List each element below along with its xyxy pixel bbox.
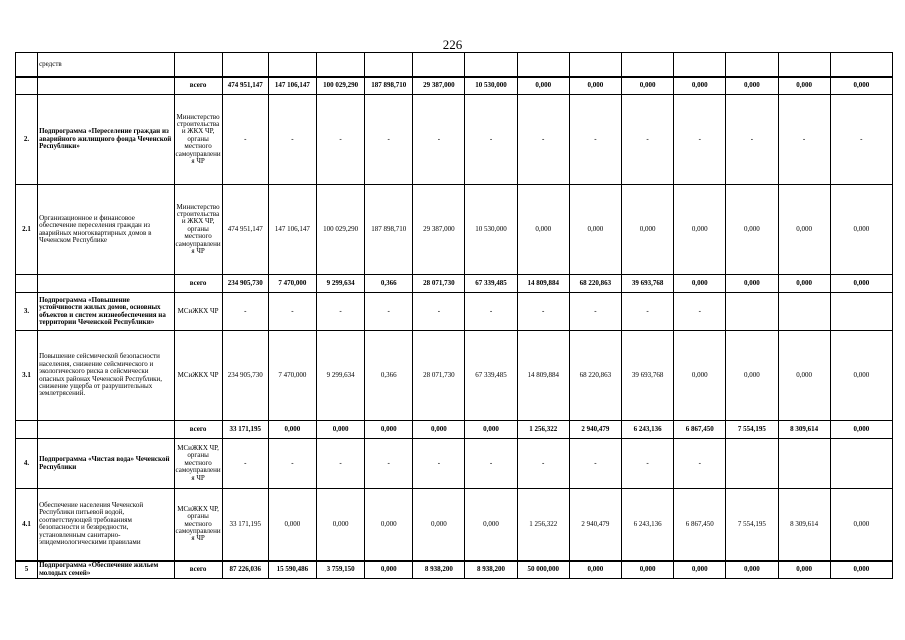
amount-cell: 67 339,485 [465,331,517,421]
amount-cell: 8 938,200 [413,561,465,579]
program-name-cell: Обеспечение населения Чеченской Республики питьевой водой, соответствующей требованиям безопасности и безвредности, установленным санитарно-эпидемиологическими правилами [38,489,174,561]
amount-cell: 29 387,000 [413,77,465,95]
amount-cell: 50 000,000 [517,561,569,579]
amount-cell [778,293,830,331]
amount-cell: - [674,293,726,331]
amount-cell: 2 940,479 [569,489,621,561]
budget-table [15,52,893,579]
amount-cell: 0,000 [830,561,892,579]
amount-cell: 6 867,450 [674,489,726,561]
amount-cell: 0,000 [830,77,892,95]
amount-cell: 0,000 [726,275,778,293]
page-number: 226 [442,37,463,52]
amount-cell: - [569,95,621,185]
amount-cell: 39 693,768 [621,275,673,293]
amount-cell: 100 029,290 [316,185,364,275]
amount-cell: 2 940,479 [569,421,621,439]
amount-cell: - [517,95,569,185]
amount-cell: - [465,293,517,331]
amount-cell: - [316,95,364,185]
amount-cell [674,53,726,77]
amount-cell: - [674,439,726,489]
table-row [16,439,893,489]
amount-cell: 0,366 [365,331,413,421]
amount-cell: 0,000 [465,421,517,439]
amount-cell: 1 256,322 [517,421,569,439]
amount-cell: 0,000 [726,185,778,275]
amount-cell: 7 554,195 [726,489,778,561]
responsible-cell: всего [174,561,222,579]
amount-cell: 0,000 [365,421,413,439]
row-number-cell: 4.1 [16,489,38,561]
amount-cell: 0,000 [778,331,830,421]
table-row [16,77,893,95]
amount-cell [830,439,892,489]
amount-cell: 474 951,147 [222,77,268,95]
row-number-cell [16,275,38,293]
row-number-cell: 3. [16,293,38,331]
amount-cell: 147 106,147 [268,77,316,95]
amount-cell: 14 809,884 [517,275,569,293]
table-row [16,95,893,185]
table-row [16,489,893,561]
amount-cell: 6 243,136 [621,421,673,439]
amount-cell: 0,000 [830,421,892,439]
amount-cell [778,439,830,489]
amount-cell: 0,000 [621,561,673,579]
amount-cell [365,53,413,77]
amount-cell: 0,000 [674,275,726,293]
responsible-cell: МСиЖКХ ЧР [174,293,222,331]
amount-cell [621,53,673,77]
amount-cell: - [778,95,830,185]
amount-cell: - [413,439,465,489]
amount-cell: - [830,95,892,185]
amount-cell: - [222,293,268,331]
amount-cell: 10 530,000 [465,77,517,95]
amount-cell: - [465,439,517,489]
amount-cell: 0,000 [569,77,621,95]
amount-cell: 0,000 [316,489,364,561]
amount-cell: - [365,439,413,489]
amount-cell: 0,000 [830,331,892,421]
responsible-cell [174,53,222,77]
amount-cell: - [268,439,316,489]
program-name-cell: Организационное и финансовое обеспечение переселения граждан из аварийных многоквартирных домов в Чеченском Республике [38,185,174,275]
amount-cell: - [465,95,517,185]
amount-cell: 0,000 [674,561,726,579]
amount-cell: 68 220,863 [569,275,621,293]
amount-cell: 67 339,485 [465,275,517,293]
amount-cell: - [413,293,465,331]
amount-cell [316,53,364,77]
amount-cell: - [222,439,268,489]
amount-cell: - [222,95,268,185]
amount-cell: 147 106,147 [268,185,316,275]
amount-cell: 0,000 [674,77,726,95]
amount-cell: 0,000 [726,331,778,421]
amount-cell: 8 938,200 [465,561,517,579]
amount-cell: 0,000 [621,77,673,95]
amount-cell [830,53,892,77]
amount-cell: 0,000 [621,185,673,275]
amount-cell: 187 898,710 [365,185,413,275]
amount-cell: 0,000 [778,561,830,579]
amount-cell [413,53,465,77]
amount-cell: 6 867,450 [674,421,726,439]
row-number-cell: 2. [16,95,38,185]
amount-cell: 28 071,730 [413,275,465,293]
amount-cell: 8 309,614 [778,489,830,561]
amount-cell [726,439,778,489]
table-row [16,275,893,293]
row-number-cell: 2.1 [16,185,38,275]
amount-cell: 0,000 [569,185,621,275]
amount-cell: 0,366 [365,275,413,293]
amount-cell: - [621,439,673,489]
amount-cell: 234 905,730 [222,275,268,293]
amount-cell: - [621,95,673,185]
amount-cell: 7 470,000 [268,275,316,293]
amount-cell [726,293,778,331]
amount-cell: 0,000 [726,561,778,579]
row-number-cell [16,421,38,439]
table-row [16,561,893,579]
amount-cell: 29 387,000 [413,185,465,275]
amount-cell: 0,000 [365,561,413,579]
responsible-cell: МСиЖКХ ЧР, органы местного самоуправления ЧР [174,489,222,561]
program-name-cell: Подпрограмма «Переселение граждан из аварийного жилищного фонда Чеченской Республики» [38,95,174,185]
amount-cell: 28 071,730 [413,331,465,421]
table-row [16,53,893,77]
table-row [16,421,893,439]
amount-cell: - [674,95,726,185]
amount-cell: - [517,439,569,489]
amount-cell: 0,000 [830,185,892,275]
amount-cell: - [517,293,569,331]
amount-cell [222,53,268,77]
amount-cell [268,53,316,77]
row-number-cell [16,77,38,95]
amount-cell: 8 309,614 [778,421,830,439]
amount-cell [726,53,778,77]
amount-cell: 0,000 [778,275,830,293]
amount-cell: 15 590,486 [268,561,316,579]
amount-cell: - [569,439,621,489]
program-name-cell: средств [38,53,174,77]
amount-cell: 1 256,322 [517,489,569,561]
amount-cell [465,53,517,77]
amount-cell: 7 554,195 [726,421,778,439]
amount-cell: 0,000 [830,275,892,293]
responsible-cell: всего [174,421,222,439]
amount-cell: 0,000 [830,489,892,561]
amount-cell: - [268,95,316,185]
amount-cell: 474 951,147 [222,185,268,275]
amount-cell: 0,000 [413,489,465,561]
amount-cell: 33 171,195 [222,421,268,439]
amount-cell: 234 905,730 [222,331,268,421]
amount-cell: - [621,293,673,331]
amount-cell: 0,000 [778,77,830,95]
program-name-cell [38,421,174,439]
amount-cell: 6 243,136 [621,489,673,561]
responsible-cell: Министерство строительства и ЖКХ ЧР, органы местного самоуправления ЧР [174,95,222,185]
amount-cell: 0,000 [413,421,465,439]
amount-cell: 0,000 [569,561,621,579]
table-row [16,331,893,421]
amount-cell: 100 029,290 [316,77,364,95]
amount-cell: - [268,293,316,331]
responsible-cell: МСиЖКХ ЧР, органы местного самоуправления ЧР [174,439,222,489]
amount-cell [830,293,892,331]
amount-cell: - [316,439,364,489]
amount-cell: 3 759,150 [316,561,364,579]
amount-cell: 0,000 [517,77,569,95]
amount-cell: 0,000 [517,185,569,275]
amount-cell: - [413,95,465,185]
amount-cell: 0,000 [268,489,316,561]
program-name-cell: Повышение сейсмической безопасности населения, снижение сейсмического и экологического риска в сейсмически опасных районах Чеченской Республики, снижение ущерба от разрушительных землетрясений. [38,331,174,421]
amount-cell: 0,000 [726,77,778,95]
amount-cell: 87 226,036 [222,561,268,579]
program-name-cell [38,275,174,293]
amount-cell: 68 220,863 [569,331,621,421]
amount-cell: 33 171,195 [222,489,268,561]
amount-cell: - [569,293,621,331]
responsible-cell: всего [174,275,222,293]
table-row [16,293,893,331]
amount-cell: 7 470,000 [268,331,316,421]
row-number-cell: 5 [16,561,38,579]
amount-cell: 9 299,634 [316,275,364,293]
program-name-cell: Подпрограмма «Повышение устойчивости жилых домов, основных объектов и систем жизнеобеспечения на территории Чеченской Республики» [38,293,174,331]
amount-cell: 14 809,884 [517,331,569,421]
table-row [16,185,893,275]
responsible-cell: всего [174,77,222,95]
amount-cell: - [365,95,413,185]
amount-cell: - [316,293,364,331]
row-number-cell: 3.1 [16,331,38,421]
amount-cell: 0,000 [674,331,726,421]
program-name-cell: Подпрограмма «Обеспечение жильем молодых семей» [38,561,174,579]
amount-cell: 9 299,634 [316,331,364,421]
row-number-cell [16,53,38,77]
program-name-cell [38,77,174,95]
amount-cell: 0,000 [365,489,413,561]
responsible-cell: Министерство строительства и ЖКХ ЧР, органы местного самоуправления ЧР [174,185,222,275]
amount-cell: 10 530,000 [465,185,517,275]
amount-cell: 0,000 [465,489,517,561]
amount-cell: 39 693,768 [621,331,673,421]
program-name-cell: Подпрограмма «Чистая вода» Чеченской Республики [38,439,174,489]
amount-cell [569,53,621,77]
amount-cell: - [365,293,413,331]
amount-cell: 0,000 [316,421,364,439]
amount-cell: 0,000 [674,185,726,275]
amount-cell: 0,000 [268,421,316,439]
amount-cell: - [726,95,778,185]
amount-cell: 0,000 [778,185,830,275]
row-number-cell: 4. [16,439,38,489]
amount-cell [517,53,569,77]
amount-cell [778,53,830,77]
amount-cell: 187 898,710 [365,77,413,95]
responsible-cell: МСиЖКХ ЧР [174,331,222,421]
